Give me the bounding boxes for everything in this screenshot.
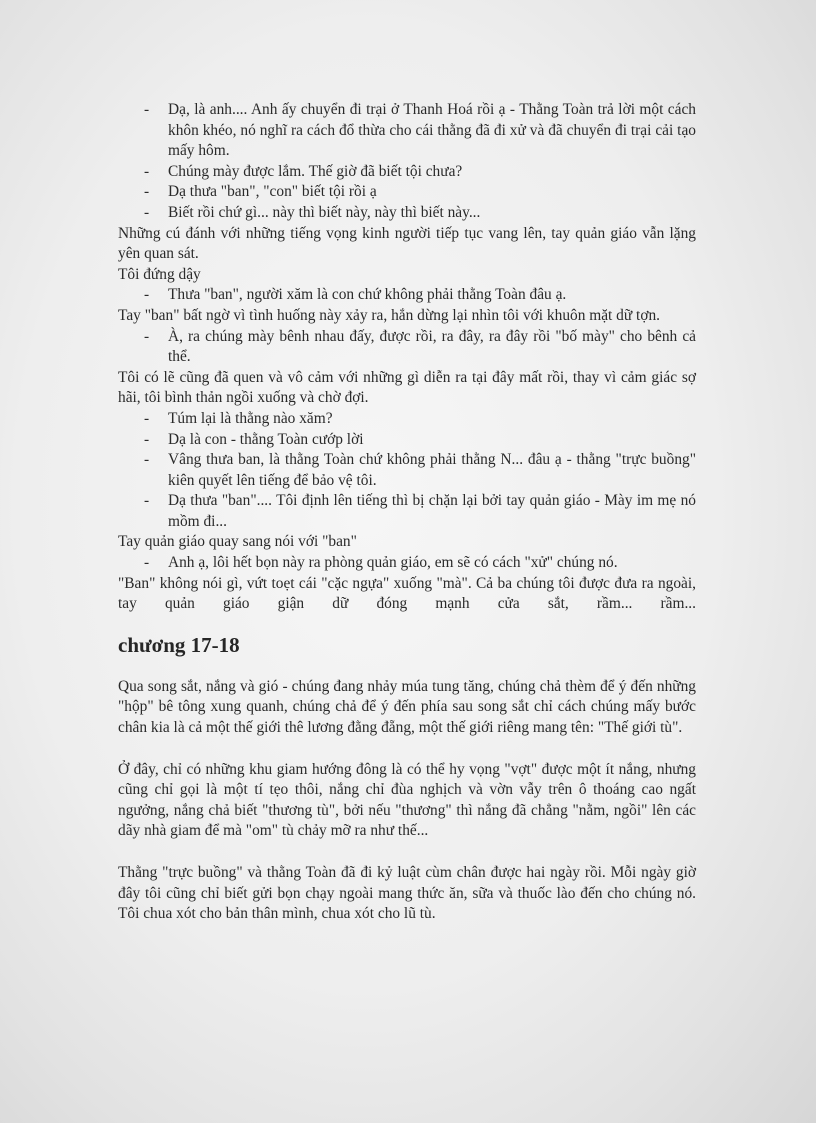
narrative-paragraph: "Ban" không nói gì, vứt toẹt cái "cặc ngựa" xuống "mà". Cả ba chúng tôi được đưa ra ngoài, tay quản giáo giận dữ đóng mạnh cửa sắt, rầm... rầm...: [118, 574, 696, 613]
page-content: [118, 100, 696, 946]
dash-marker: -: [144, 327, 150, 345]
dash-marker: -: [144, 286, 150, 304]
dialogue-line: [118, 450, 696, 491]
narrative-paragraph: Tôi đứng dậy: [118, 265, 201, 283]
narrative-paragraph: Tay "ban" bất ngờ vì tình huống này xảy ra, hắn dừng lại nhìn tôi với khuôn mặt dữ tợn.: [118, 306, 661, 324]
narrative-paragraph: Những cú đánh với những tiếng vọng kinh người tiếp tục vang lên, tay quản giáo vẫn lặng yên quan sát.: [118, 224, 696, 263]
dialogue-line: [118, 553, 696, 574]
dash-marker: -: [144, 183, 150, 201]
dialogue-text: Túm lại là thằng nào xăm?: [168, 409, 333, 427]
dialogue-line: [118, 327, 696, 368]
dialogue-line: [118, 203, 696, 224]
dash-marker: -: [144, 203, 150, 221]
dash-marker: -: [144, 492, 150, 510]
dash-marker: -: [144, 451, 150, 469]
dash-marker: -: [144, 101, 150, 118]
narrative-paragraph: Tay quản giáo quay sang nói với "ban": [118, 533, 357, 551]
dialogue-line: [118, 285, 696, 306]
dialogue-text: Dạ thưa "ban".... Tôi định lên tiếng thì bị chặn lại bởi tay quản giáo - Mày im mẹ nó mồm đi...: [168, 492, 696, 530]
dialogue-line: [118, 182, 696, 203]
dash-marker: -: [144, 162, 150, 180]
dialogue-text: À, ra chúng mày bênh nhau đấy, được rồi, ra đây, ra đây rồi "bố mày" cho bênh cả thể.: [168, 327, 696, 366]
dialogue-text: Dạ thưa "ban", "con" biết tội rồi ạ: [168, 183, 377, 201]
dialogue-text: Dạ, là anh.... Anh ấy chuyển đi trại ở Thanh Hoá rồi ạ - Thằng Toàn trả lời một cách khôn khéo, nó nghĩ ra cách đổ thừa cho cái thằng đã đi xử và đã chuyển đi trại cải tạo mấy hôm.: [168, 101, 696, 160]
chapter-paragraph: Thằng "trực buồng" và thằng Toàn đã đi kỷ luật cùm chân được hai ngày rồi. Mỗi ngày giờ đây tôi cũng chỉ biết gửi bọn chạy ngoài mang thức ăn, sữa và thuốc lào đến cho chúng nó. Tôi chua xót cho bản thân mình, chua xót cho lũ tù.: [118, 864, 696, 923]
dialogue-text: Dạ là con - thằng Toàn cướp lời: [168, 430, 364, 448]
dialogue-text: Vâng thưa ban, là thằng Toàn chứ không phải thằng N... đâu ạ - thằng "trực buồng" kiên quyết lên tiếng để bảo vệ tôi.: [168, 451, 696, 489]
dialogue-line: [118, 100, 696, 162]
dialogue-line: [118, 162, 696, 183]
dialogue-text: Chúng mày được lắm. Thế giờ đã biết tội chưa?: [168, 162, 463, 180]
chapter-paragraph: Qua song sắt, nắng và gió - chúng đang nhảy múa tung tăng, chúng chả thèm để ý đến những "hộp" bê tông xung quanh, chúng chả để ý đến phía sau song sắt chỉ cách chúng mấy bước chân kia là cả một thế giới thê lương đằng đẵng, một thế giới riêng mang tên: "Thế giới tù".: [118, 677, 696, 737]
chapter-title: chương 17-18: [118, 632, 240, 657]
dash-marker: -: [144, 409, 150, 427]
dialogue-line: [118, 430, 696, 451]
dialogue-text: Thưa "ban", người xăm là con chứ không phải thằng Toàn đâu ạ.: [168, 286, 567, 304]
dialogue-text: Biết rồi chứ gì... này thì biết này, này thì biết này...: [168, 203, 481, 221]
narrative-paragraph: Tôi có lẽ cũng đã quen và vô cảm với những gì diễn ra tại đây mất rồi, thay vì cảm giác sợ hãi, tôi bình thản ngồi xuống và chờ đợi.: [118, 368, 696, 407]
dash-marker: -: [144, 554, 150, 572]
dialogue-text: Anh ạ, lôi hết bọn này ra phòng quản giáo, em sẽ có cách "xử" chúng nó.: [168, 554, 618, 572]
dialogue-line: [118, 409, 696, 430]
dialogue-line: [118, 491, 696, 532]
chapter-paragraph: Ở đây, chỉ có những khu giam hướng đông là có thể hy vọng "vợt" được một ít nắng, nhưng cũng chỉ gọi là một tí tẹo thôi, nắng chỉ đùa nghịch và vờn vẫy trên ô thoáng cao ngất ngưởng, nắng chả biết "thương tù", bởi nếu "thương" thì nắng đã chẳng "nằm, ngồi" lên các dãy nhà giam để mà "om" tù chảy mỡ ra như thế...: [118, 760, 696, 840]
dash-marker: -: [144, 430, 150, 448]
